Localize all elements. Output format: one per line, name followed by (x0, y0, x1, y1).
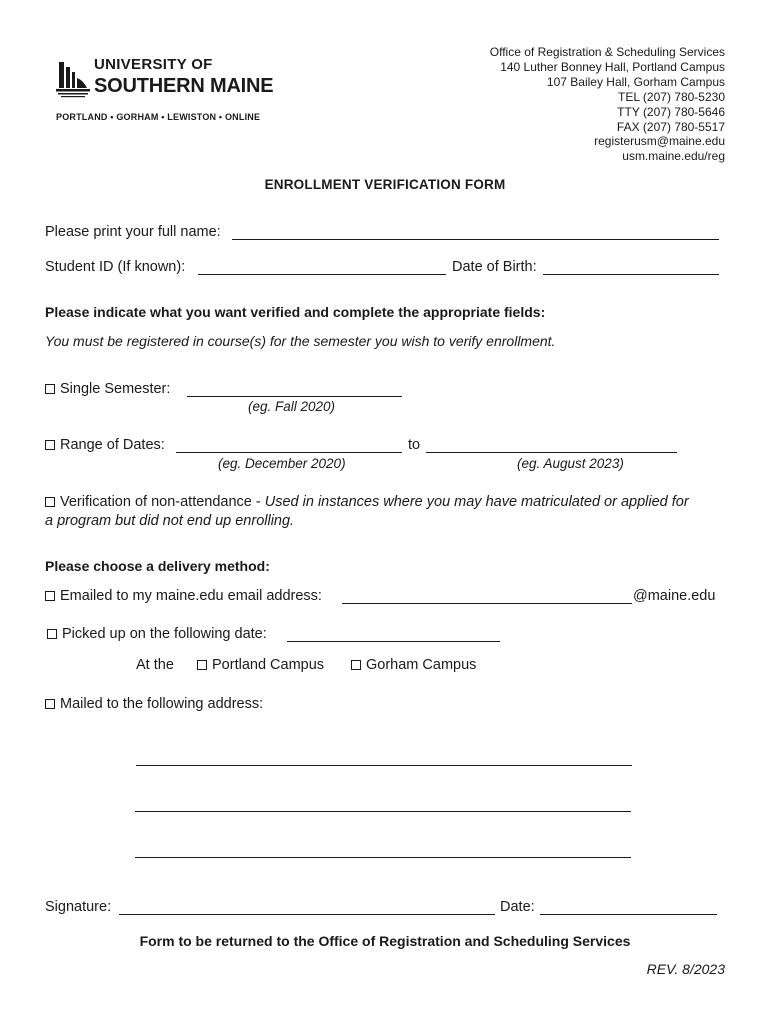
signature-date-field[interactable] (540, 914, 717, 915)
single-semester-example: (eg. Fall 2020) (248, 399, 336, 414)
gorham-campus-label: Gorham Campus (366, 657, 477, 673)
single-semester-label: Single Semester: (60, 381, 171, 397)
non-attendance-note-continued: a program but did not end up enrolling. (45, 513, 295, 529)
office-tel: TEL (207) 780-5230 (618, 89, 725, 104)
logo-southern-maine: SOUTHERN MAINE (94, 75, 274, 97)
range-dates-option[interactable] (45, 437, 165, 453)
student-id-field[interactable] (198, 274, 446, 275)
gorham-campus-checkbox[interactable] (351, 660, 361, 670)
portland-campus-label: Portland Campus (212, 657, 325, 673)
mailed-label: Mailed to the following address: (60, 696, 264, 712)
pickup-date-field[interactable] (287, 641, 500, 642)
mail-address-line-3[interactable] (135, 857, 631, 858)
at-the-label: At the (136, 657, 174, 673)
range-to-example: (eg. August 2023) (517, 456, 624, 471)
picked-up-checkbox[interactable] (47, 629, 57, 639)
full-name-label: Please print your full name: (45, 224, 221, 240)
emailed-option[interactable] (45, 588, 322, 604)
range-to-label: to (408, 437, 421, 453)
logo-campuses: PORTLAND • GORHAM • LEWISTON • ONLINE (56, 112, 261, 122)
range-from-field[interactable] (176, 452, 402, 453)
return-note: Form to be returned to the Office of Registration and Scheduling Services (139, 933, 631, 949)
mail-address-line-1[interactable] (136, 765, 632, 766)
delivery-heading: Please choose a delivery method: (45, 558, 270, 574)
office-email: registerusm@maine.edu (594, 134, 725, 149)
dob-label: Date of Birth: (452, 259, 537, 275)
emailed-label: Emailed to my maine.edu email address: (60, 588, 322, 604)
verify-note: You must be registered in course(s) for the semester you wish to verify enrollment. (45, 333, 556, 349)
portland-campus-option[interactable] (197, 657, 324, 673)
office-website: usm.maine.edu/reg (622, 149, 725, 164)
student-id-label: Student ID (If known): (45, 259, 186, 275)
usm-logo (56, 56, 274, 126)
portland-campus-checkbox[interactable] (197, 660, 207, 670)
signature-label: Signature: (45, 899, 112, 915)
range-dates-checkbox[interactable] (45, 440, 55, 450)
email-suffix: @maine.edu (633, 588, 716, 604)
verify-heading: Please indicate what you want verified and complete the appropriate fields: (45, 304, 546, 320)
full-name-field[interactable] (232, 239, 719, 240)
dob-field[interactable] (543, 274, 719, 275)
office-address-gorham: 107 Bailey Hall, Gorham Campus (546, 74, 725, 89)
range-dates-label: Range of Dates: (60, 437, 165, 453)
range-from-example: (eg. December 2020) (218, 456, 346, 471)
mailed-checkbox[interactable] (45, 699, 55, 709)
picked-up-label: Picked up on the following date: (62, 626, 267, 642)
logo-university-of: UNIVERSITY OF (94, 56, 213, 73)
non-attendance-note: Used in instances where you may have matriculated or applied for (264, 494, 689, 510)
office-address-portland: 140 Luther Bonney Hall, Portland Campus (500, 59, 725, 74)
single-semester-option[interactable] (45, 381, 170, 397)
single-semester-checkbox[interactable] (45, 384, 55, 394)
signature-field[interactable] (119, 914, 495, 915)
picked-up-option[interactable] (47, 626, 267, 642)
emailed-checkbox[interactable] (45, 591, 55, 601)
email-field[interactable] (342, 603, 632, 604)
mail-address-line-2[interactable] (135, 811, 631, 812)
non-attendance-label: Verification of non-attendance - (60, 494, 265, 510)
non-attendance-option[interactable] (45, 494, 689, 510)
usm-lighthouse-logo-icon (56, 58, 90, 98)
office-tty: TTY (207) 780-5646 (617, 104, 725, 119)
gorham-campus-option[interactable] (351, 657, 476, 673)
revision-label: REV. 8/2023 (646, 961, 725, 977)
office-name: Office of Registration & Scheduling Services (489, 45, 725, 59)
range-to-field[interactable] (426, 452, 677, 453)
office-fax: FAX (207) 780-5517 (616, 119, 725, 134)
mailed-option[interactable] (45, 696, 263, 712)
non-attendance-checkbox[interactable] (45, 497, 55, 507)
single-semester-field[interactable] (187, 396, 402, 397)
office-contact-block (490, 45, 725, 164)
signature-date-label: Date: (500, 899, 535, 915)
form-title: ENROLLMENT VERIFICATION FORM (264, 177, 506, 192)
